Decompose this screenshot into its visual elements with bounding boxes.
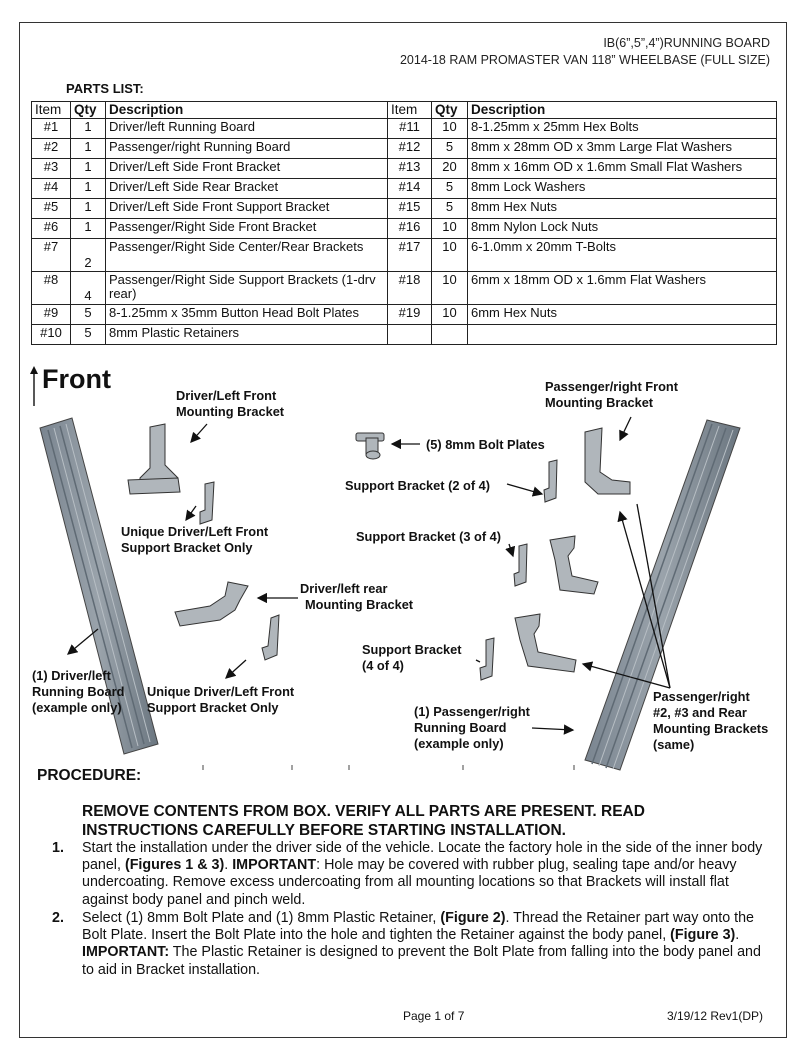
- step-text: Start the installation under the driver side of the vehicle. Locate the factory hole in the side of the inner body panel, (Figures 1 & 3). IMPORTANT: Hole may be covered with rubber plug, sealing tape and/or heavy undercoating. Remove excess undercoating from all mounting locations so that Brackets will install flat against body panel and pinch weld.: [82, 840, 763, 908]
- cell-qty: 10: [432, 239, 468, 272]
- cell-item: #16: [388, 219, 432, 239]
- cell-qty: 5: [432, 139, 468, 159]
- cell-qty: 1: [71, 119, 106, 139]
- col-description: Description: [106, 102, 388, 119]
- cell-description: Passenger/right Running Board: [106, 139, 388, 159]
- cell-qty: 10: [432, 119, 468, 139]
- cell-description: Passenger/Right Side Front Bracket: [106, 219, 388, 239]
- header-vehicle: 2014-18 RAM PROMASTER VAN 118” WHEELBASE (FULL SIZE): [399, 53, 770, 67]
- cell-item: #13: [388, 159, 432, 179]
- step-number: 1.: [52, 840, 64, 856]
- support-bracket-2: [544, 460, 557, 502]
- driver-front-support-bracket: [200, 482, 214, 524]
- label-driver-rear-mount: Driver/left rear Mounting Bracket: [300, 581, 414, 612]
- revision: 3/19/12 Rev1(DP): [666, 1009, 763, 1023]
- label-passenger-board: (1) Passenger/right Running Board (example only): [414, 704, 530, 751]
- cell-qty: 5: [71, 305, 106, 325]
- label-driver-front-mount: Driver/Left Front Mounting Bracket: [176, 388, 285, 419]
- cell-description: 8mm Hex Nuts: [468, 199, 777, 219]
- cell-item: #8: [32, 272, 71, 305]
- label-support-2: Support Bracket (2 of 4): [345, 478, 491, 493]
- cell-qty: 2: [71, 239, 106, 272]
- page-number: Page 1 of 7: [403, 1009, 465, 1023]
- cell-item: #2: [32, 139, 71, 159]
- label-driver-board: (1) Driver/left Running Board (example only): [32, 668, 125, 715]
- cell-qty: 5: [71, 325, 106, 345]
- driver-front-support-bracket-2: [262, 615, 279, 660]
- cell-description: Driver/Left Side Rear Bracket: [106, 179, 388, 199]
- front-label: Front: [42, 364, 111, 394]
- cell-qty: 5: [432, 179, 468, 199]
- cell-description: Driver/Left Side Front Bracket: [106, 159, 388, 179]
- cell-description: 8mm x 28mm OD x 3mm Large Flat Washers: [468, 139, 777, 159]
- driver-rear-mounting-bracket: [175, 582, 248, 626]
- label-support-4: Support Bracket (4 of 4): [362, 642, 462, 673]
- cell-qty: 1: [71, 199, 106, 219]
- cell-description: 6-1.0mm x 20mm T-Bolts: [468, 239, 777, 272]
- cell-item: #17: [388, 239, 432, 272]
- cell-qty: 5: [432, 199, 468, 219]
- cell-item: #5: [32, 199, 71, 219]
- cell-item: #3: [32, 159, 71, 179]
- passenger-mounting-bracket-3: [515, 614, 576, 672]
- cell-description: 8mm x 16mm OD x 1.6mm Small Flat Washers: [468, 159, 777, 179]
- step-text: Select (1) 8mm Bolt Plate and (1) 8mm Plastic Retainer, (Figure 2). Thread the Retainer part way onto the Bolt Plate. Insert the Bolt Plate into the hole and tighten the Retainer against the body panel, (Figure 3). IMPORTANT: The Plastic Retainer is designed to prevent the Bolt Plate from falling into the body panel and to aid in Bracket installation.: [82, 910, 761, 978]
- cell-item: #6: [32, 219, 71, 239]
- cell-item: #14: [388, 179, 432, 199]
- cell-description: 8mm Plastic Retainers: [106, 325, 388, 345]
- cell-description: 8-1.25mm x 35mm Button Head Bolt Plates: [106, 305, 388, 325]
- bolt-plate: [356, 433, 384, 459]
- header-title: IB(6”,5”,4”)RUNNING BOARD: [603, 36, 770, 50]
- cell-item: #9: [32, 305, 71, 325]
- cell-item: #1: [32, 119, 71, 139]
- support-bracket-3: [514, 544, 527, 586]
- cell-description: Driver/left Running Board: [106, 119, 388, 139]
- cell-item: #10: [32, 325, 71, 345]
- cell-qty: 10: [432, 305, 468, 325]
- procedure-step-1: [52, 840, 776, 909]
- cell-qty: 4: [71, 272, 106, 305]
- cell-description: 8mm Nylon Lock Nuts: [468, 219, 777, 239]
- parts-list-title: PARTS LIST:: [66, 81, 144, 96]
- procedure-title: PROCEDURE:: [37, 767, 142, 784]
- cell-item: #7: [32, 239, 71, 272]
- label-passenger-front-mount: Passenger/right Front Mounting Bracket: [545, 379, 678, 410]
- cell-qty: 1: [71, 179, 106, 199]
- passenger-front-mounting-bracket: [585, 428, 630, 494]
- cell-item: #19: [388, 305, 432, 325]
- cell-qty: 10: [432, 219, 468, 239]
- support-bracket-4: [480, 638, 494, 680]
- col-qty: Qty: [432, 102, 468, 119]
- col-item: Item: [388, 102, 432, 119]
- label-support-3: Support Bracket (3 of 4): [356, 529, 502, 544]
- label-bolt-plates: (5) 8mm Bolt Plates: [426, 437, 545, 452]
- cell-item: #11: [388, 119, 432, 139]
- cell-qty: 20: [432, 159, 468, 179]
- col-item: Item: [32, 102, 71, 119]
- cell-qty: 10: [432, 272, 468, 305]
- step-number: 2.: [52, 910, 64, 926]
- cell-description: 6mm x 18mm OD x 1.6mm Flat Washers: [468, 272, 777, 305]
- col-qty: Qty: [71, 102, 106, 119]
- cell-item: #12: [388, 139, 432, 159]
- label-unique-front-support: Unique Driver/Left Front Support Bracket Only: [121, 524, 269, 555]
- cell-qty: 1: [71, 159, 106, 179]
- cell-description: Driver/Left Side Front Support Bracket: [106, 199, 388, 219]
- passenger-mounting-bracket-2: [550, 536, 598, 594]
- cell-description: 6mm Hex Nuts: [468, 305, 777, 325]
- label-unique-front-support-2: Unique Driver/Left Front Support Bracket Only: [147, 684, 295, 715]
- driver-front-mounting-bracket: [128, 424, 180, 494]
- cell-item: #4: [32, 179, 71, 199]
- label-passenger-brackets: Passenger/right #2, #3 and Rear Mounting Brackets (same): [653, 689, 769, 752]
- cell-qty: 1: [71, 219, 106, 239]
- cell-item: #15: [388, 199, 432, 219]
- cell-description: Passenger/Right Side Center/Rear Brackets: [106, 239, 388, 272]
- col-description: Description: [468, 102, 777, 119]
- procedure-intro: REMOVE CONTENTS FROM BOX. VERIFY ALL PARTS ARE PRESENT. READ INSTRUCTIONS CAREFULLY BEFORE STARTING INSTALLATION.: [82, 803, 645, 839]
- cell-qty: 1: [71, 139, 106, 159]
- cell-description: 8-1.25mm x 25mm Hex Bolts: [468, 119, 777, 139]
- procedure-step-2: [52, 910, 776, 979]
- cell-item: #18: [388, 272, 432, 305]
- cell-description: Passenger/Right Side Support Brackets (1-drv rear): [106, 272, 388, 305]
- cell-description: 8mm Lock Washers: [468, 179, 777, 199]
